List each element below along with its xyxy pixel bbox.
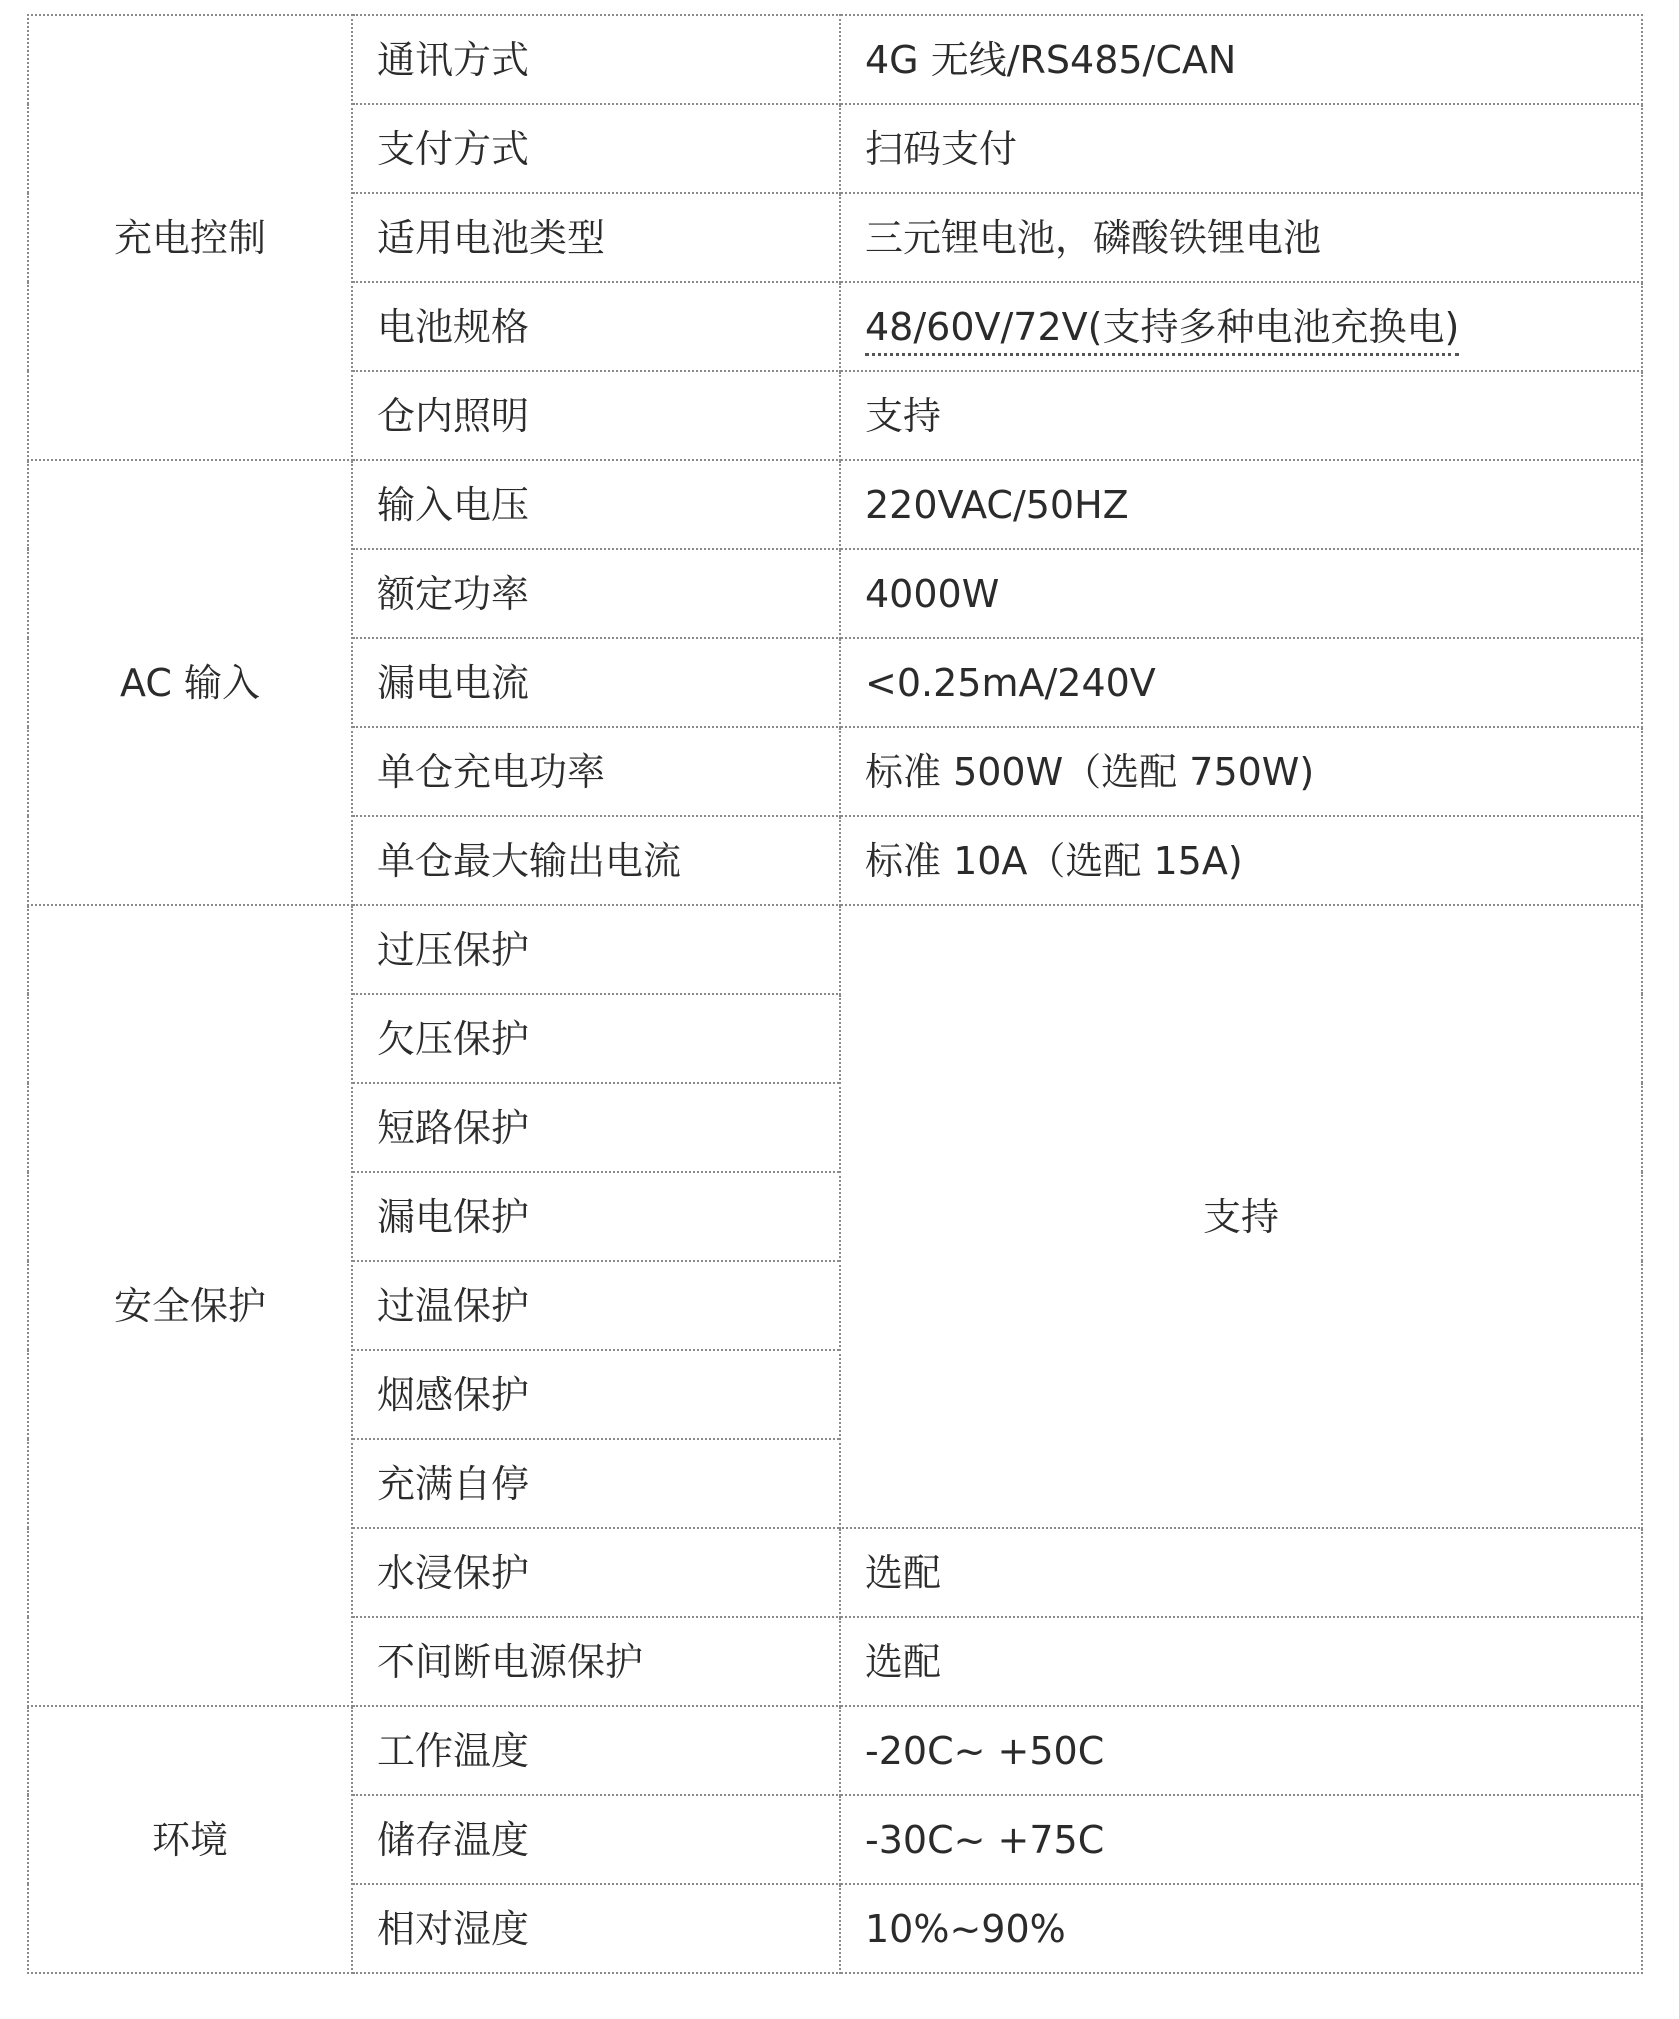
spec-item-label: 单仓最大输出电流 — [352, 816, 840, 905]
spec-value: 标准 500W（选配 750W) — [840, 727, 1642, 816]
spec-value — [840, 282, 1642, 371]
spec-value: -30C~ +75C — [840, 1795, 1642, 1884]
spec-value: 4G 无线/RS485/CAN — [840, 15, 1642, 104]
spec-item-label: 储存温度 — [352, 1795, 840, 1884]
spec-value: 标准 10A（选配 15A) — [840, 816, 1642, 905]
table-row — [28, 905, 1642, 994]
spec-item-label: 电池规格 — [352, 282, 840, 371]
spec-value: 4000W — [840, 549, 1642, 638]
spec-item-label: 工作温度 — [352, 1706, 840, 1795]
spec-value: 220VAC/50HZ — [840, 460, 1642, 549]
category-ac-input: AC 输入 — [28, 460, 352, 905]
spec-item-label: 通讯方式 — [352, 15, 840, 104]
spec-value: -20C~ +50C — [840, 1706, 1642, 1795]
spec-item-label: 充满自停 — [352, 1439, 840, 1528]
spec-item-label: 水浸保护 — [352, 1528, 840, 1617]
category-safety-protection: 安全保护 — [28, 905, 352, 1706]
spec-item-label: 额定功率 — [352, 549, 840, 638]
spec-item-label: 过温保护 — [352, 1261, 840, 1350]
spec-item-label: 相对湿度 — [352, 1884, 840, 1973]
spec-item-label: 支付方式 — [352, 104, 840, 193]
table-row — [28, 15, 1642, 104]
spec-item-label: 过压保护 — [352, 905, 840, 994]
table-row — [28, 1706, 1642, 1795]
spec-item-label: 适用电池类型 — [352, 193, 840, 282]
merged-support-value: 支持 — [840, 905, 1642, 1528]
spec-value: 选配 — [840, 1528, 1642, 1617]
spec-item-label: 不间断电源保护 — [352, 1617, 840, 1706]
spec-item-label: 漏电保护 — [352, 1172, 840, 1261]
spec-item-label: 欠压保护 — [352, 994, 840, 1083]
spec-item-label: 漏电电流 — [352, 638, 840, 727]
spec-value: 三元锂电池，磷酸铁锂电池 — [840, 193, 1642, 282]
category-charging-control: 充电控制 — [28, 15, 352, 460]
spec-value: 扫码支付 — [840, 104, 1642, 193]
spec-item-label: 仓内照明 — [352, 371, 840, 460]
spec-item-label: 输入电压 — [352, 460, 840, 549]
table-row — [28, 460, 1642, 549]
spec-value: 选配 — [840, 1617, 1642, 1706]
spec-value: 支持 — [840, 371, 1642, 460]
battery-spec-text: 48/60V/72V(支持多种电池充换电) — [865, 305, 1459, 356]
spec-value: 10%~90% — [840, 1884, 1642, 1973]
category-environment: 环境 — [28, 1706, 352, 1973]
spec-item-label: 短路保护 — [352, 1083, 840, 1172]
spec-value: <0.25mA/240V — [840, 638, 1642, 727]
spec-table — [27, 14, 1643, 1974]
spec-item-label: 单仓充电功率 — [352, 727, 840, 816]
spec-item-label: 烟感保护 — [352, 1350, 840, 1439]
